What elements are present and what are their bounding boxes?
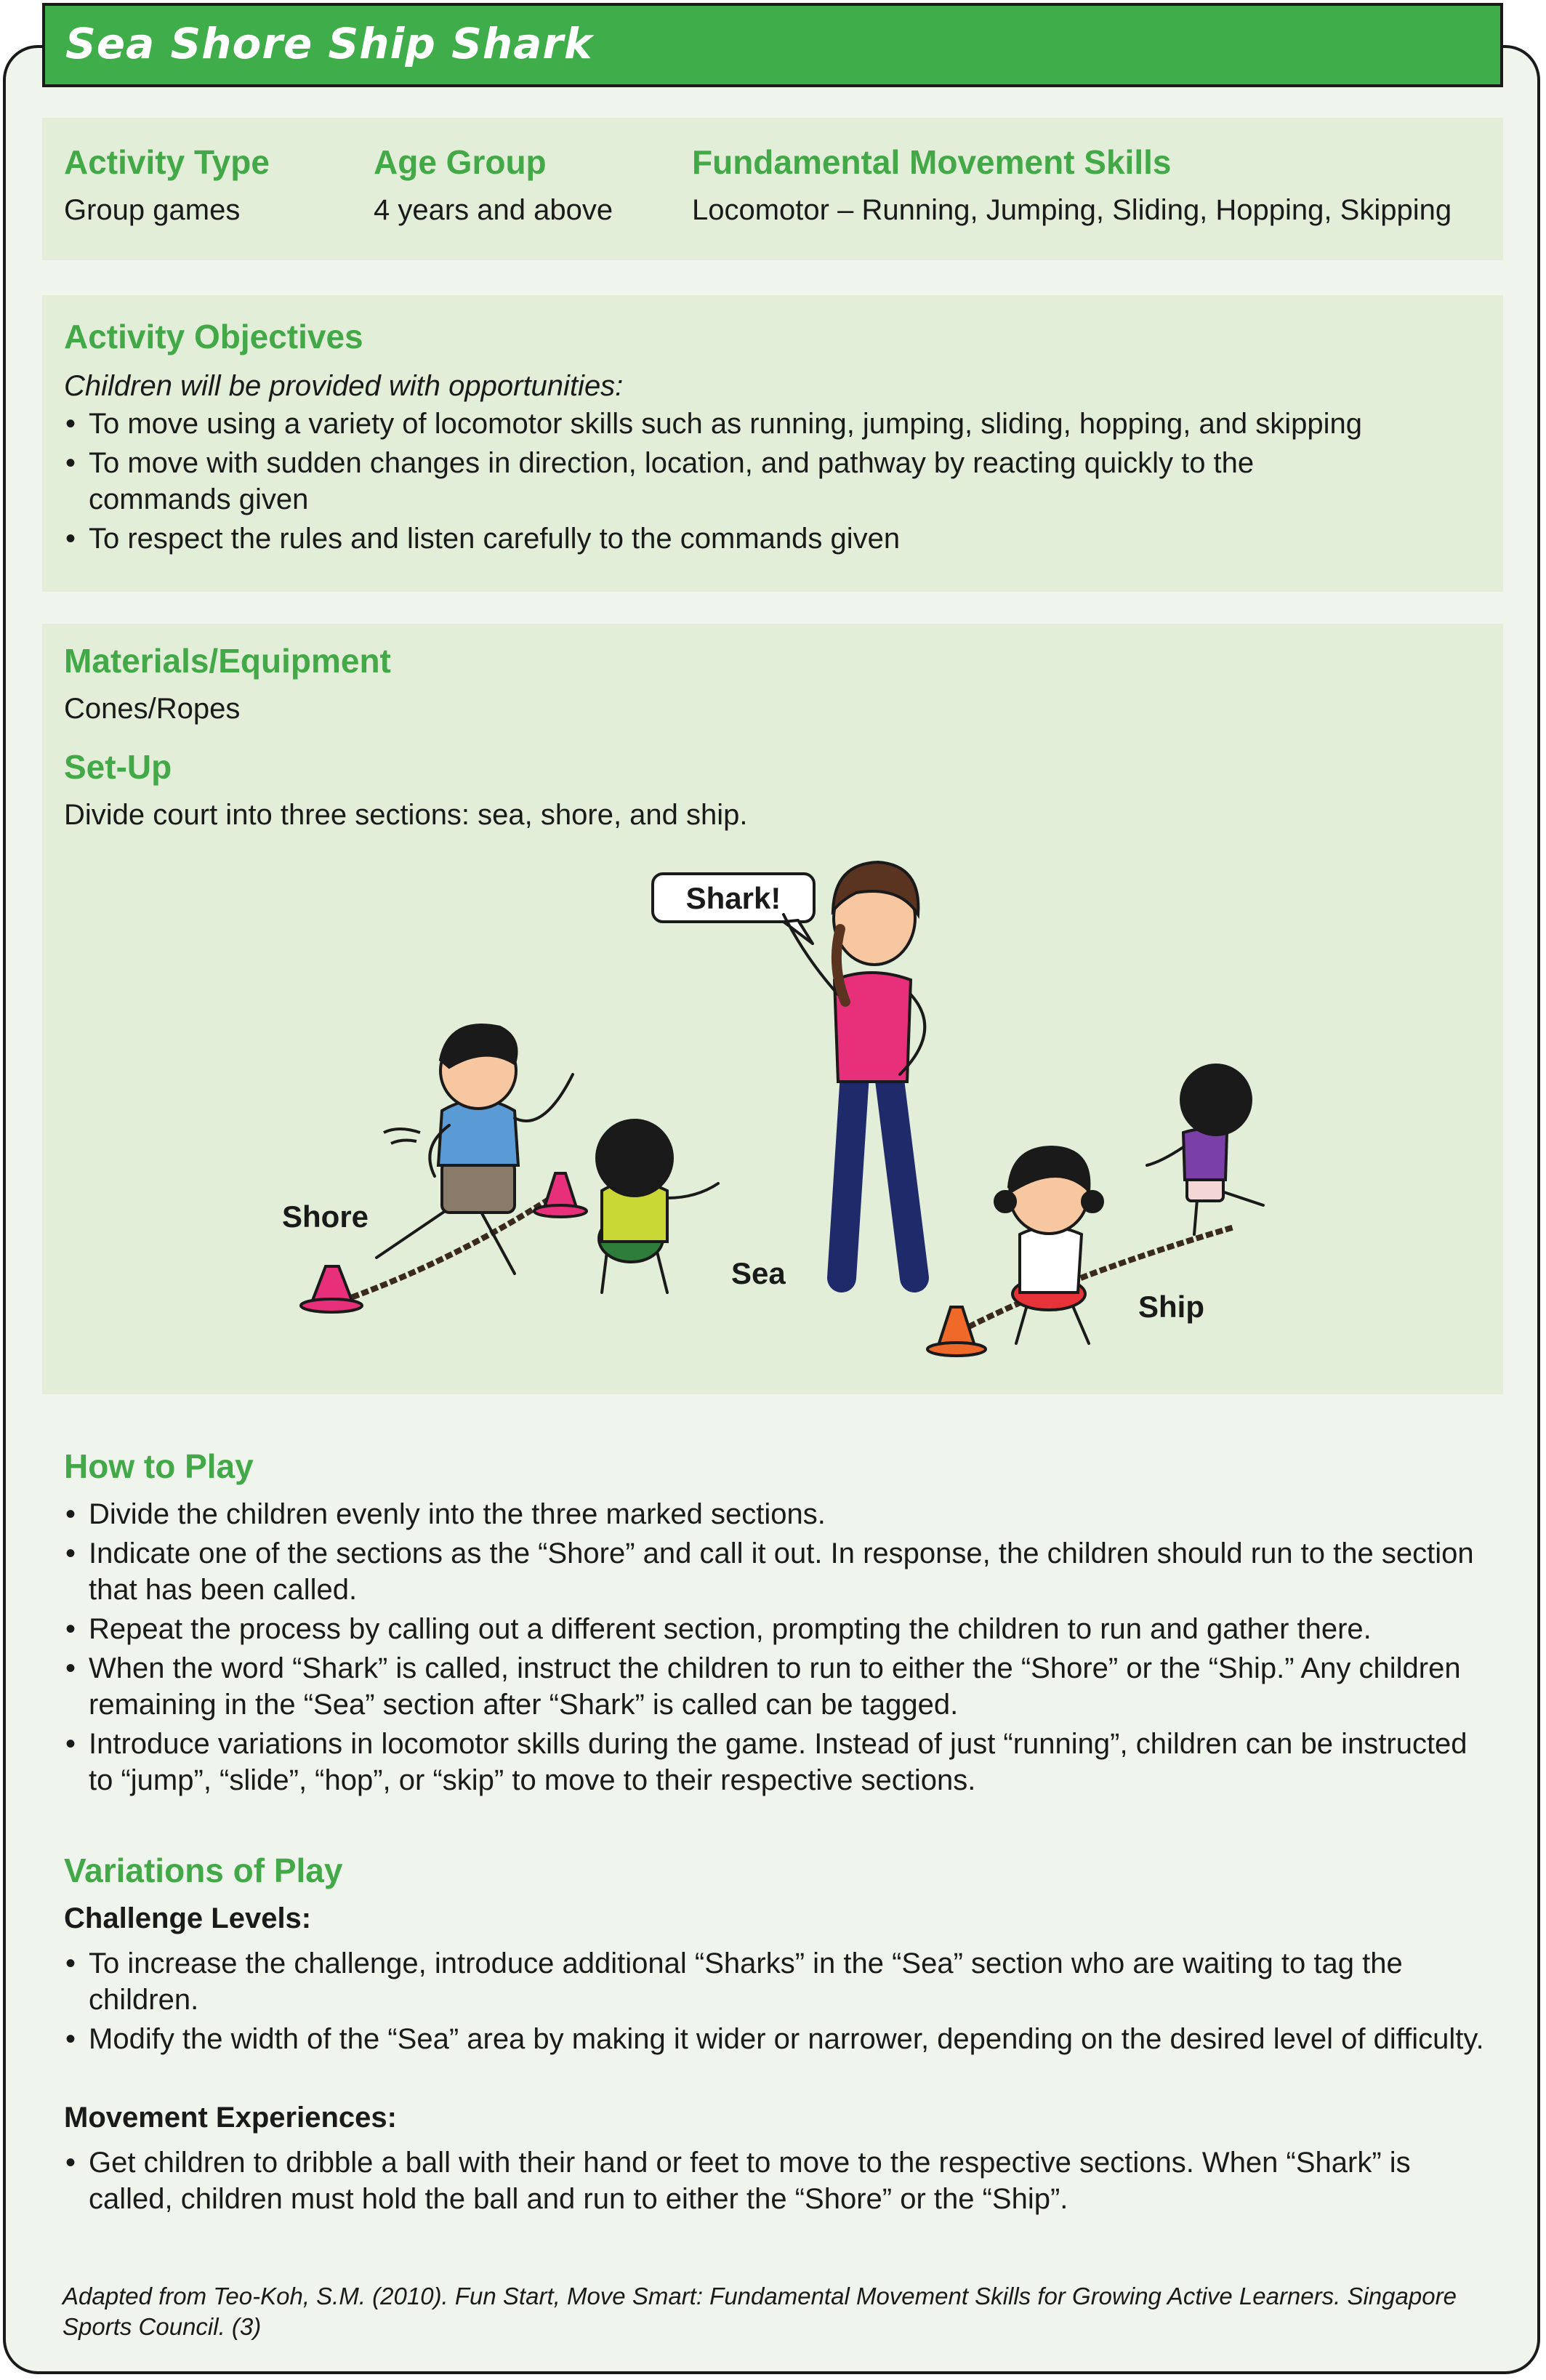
setup-value: Divide court into three sections: sea, shore, and ship. <box>64 799 748 831</box>
list-item: • Introduce variations in locomotor skills during the game. Instead of just “running”, children can be instructed to “jump”, “slide”, “hop”, or “skip” to move to their respective sections. <box>64 1726 1489 1798</box>
label-ship: Ship <box>1138 1290 1204 1324</box>
activity-illustration <box>42 624 1503 1394</box>
list-item: • When the word “Shark” is called, instruct the children to run to either the “Shore” or the “Ship.” Any children remaining in the “Sea” section after “Shark” is called can be tagged. <box>64 1650 1489 1723</box>
list-item: • To increase the challenge, introduce additional “Sharks” in the “Sea” section who are waiting to tag the children. <box>64 1945 1489 2018</box>
cone-icon <box>927 1307 986 1356</box>
activity-type-value: Group games <box>64 194 241 226</box>
list-item: • Modify the width of the “Sea” area by making it wider or narrower, depending on the desired level of difficulty. <box>64 2021 1489 2057</box>
cone-icon <box>534 1173 587 1217</box>
list-item: • To move using a variety of locomotor skills such as running, jumping, sliding, hopping, and skipping <box>64 406 1489 442</box>
movement-heading: Movement Experiences: <box>64 2102 397 2134</box>
list-item: • Repeat the process by calling out a different section, prompting the children to run and gather there. <box>64 1611 1489 1647</box>
child-ship-illustration <box>995 1147 1103 1343</box>
list-item: • Get children to dribble a ball with their hand or feet to move to the respective sections. When “Shark” is called, children must hold the ball and run to either the “Shore” or the “Ship”. <box>64 2144 1489 2217</box>
objectives-list <box>64 406 1489 560</box>
list-item: • Indicate one of the sections as the “Shore” and call it out. In response, the children should run to the section that has been called. <box>64 1535 1489 1608</box>
materials-heading: Materials/Equipment <box>64 642 391 680</box>
list-item: • Divide the children evenly into the three marked sections. <box>64 1496 1489 1532</box>
child-sea-illustration <box>597 1120 718 1292</box>
challenge-heading: Challenge Levels: <box>64 1902 312 1934</box>
activity-type-label: Activity Type <box>64 143 270 181</box>
objectives-intro: Children will be provided with opportunities: <box>64 370 624 402</box>
objectives-heading: Activity Objectives <box>64 318 363 355</box>
age-group-label: Age Group <box>374 143 547 181</box>
speech-bubble <box>653 874 814 944</box>
info-panel <box>42 118 1503 260</box>
challenge-list <box>64 1945 1489 2060</box>
cone-icon <box>301 1266 362 1312</box>
page-title: Sea Shore Ship Shark <box>65 19 593 68</box>
variations-heading: Variations of Play <box>64 1852 343 1889</box>
title-bar <box>42 3 1503 87</box>
label-sea: Sea <box>731 1256 786 1290</box>
fms-label: Fundamental Movement Skills <box>692 143 1172 181</box>
how-to-play-heading: How to Play <box>64 1447 254 1485</box>
child-ship-illustration <box>1147 1065 1263 1234</box>
movement-list <box>64 2144 1489 2220</box>
list-item: • To respect the rules and listen carefully to the commands given <box>64 520 1489 557</box>
speech-text: Shark! <box>685 881 781 915</box>
label-shore: Shore <box>282 1199 369 1234</box>
setup-panel <box>42 624 1503 1394</box>
objectives-panel <box>42 295 1503 592</box>
fms-value: Locomotor – Running, Jumping, Sliding, Hopping, Skipping <box>692 194 1452 226</box>
list-item: • To move with sudden changes in direction, location, and pathway by reacting quickly to the commands given <box>64 445 1489 518</box>
age-group-value: 4 years and above <box>374 194 613 226</box>
teacher-illustration <box>784 862 925 1278</box>
child-shore-illustration <box>377 1025 573 1274</box>
how-to-play-list <box>64 1496 1489 1801</box>
materials-value: Cones/Ropes <box>64 693 241 725</box>
setup-heading: Set-Up <box>64 748 172 786</box>
citation: Adapted from Teo-Koh, S.M. (2010). Fun Start, Move Smart: Fundamental Movement Skills for Growing Active Learners. Singapore Sports Council. (3) <box>63 2283 1457 2340</box>
